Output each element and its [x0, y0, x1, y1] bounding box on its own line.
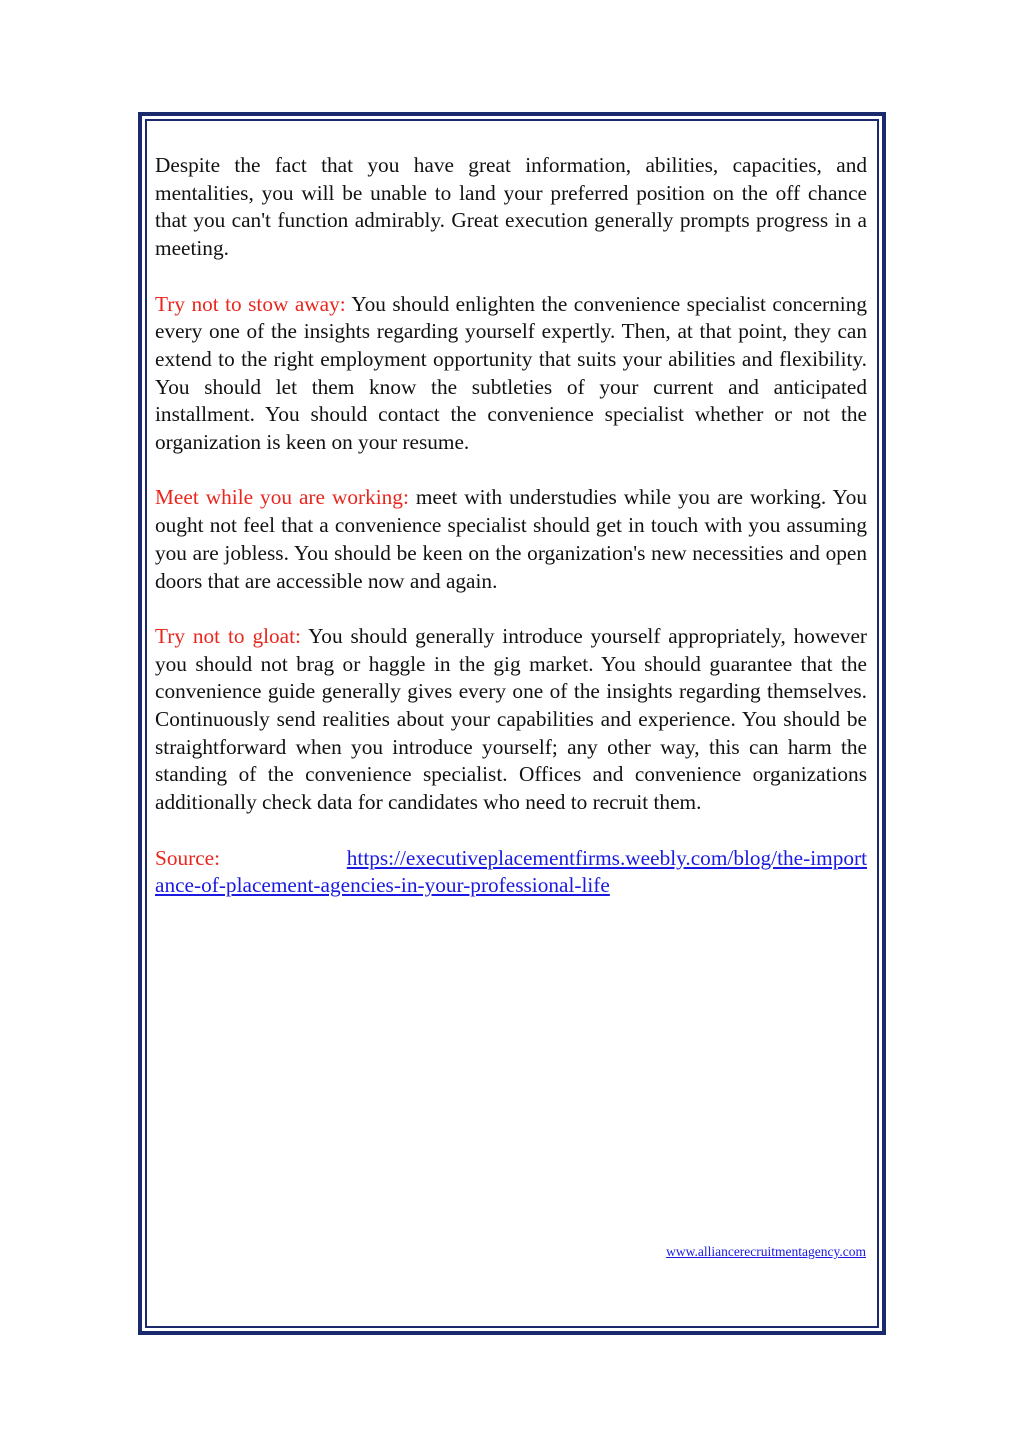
section-heading: Try not to stow away: — [155, 291, 346, 316]
section-meet-while-working — [155, 484, 867, 595]
source-link[interactable]: https://executiveplacementfirms.weebly.com/blog/the-importance-of-placement-agencies-in-your-professional-life — [155, 845, 867, 898]
section-gloat — [155, 623, 867, 817]
paragraph-text: You should generally introduce yourself appropriately, however you should not brag or haggle in the gig market. You should guarantee that the convenience guide generally gives every one of the insights regarding themselves. Continuously send realities about your capabilities and experience. You should be straightforward when you introduce yourself; any other way, this can harm the standing of the convenience specialist. Offices and convenience organizations additionally check data for candidates who need to recruit them. — [155, 623, 867, 815]
paragraph-text: You should enlighten the convenience specialist concerning every one of the insights regarding yourself expertly. Then, at that point, they can extend to the right employment opportunity that suits your abilities and flexibility. You should let them know the subtleties of your current and anticipated installment. You should contact the convenience specialist whether or not the organization is keen on your resume. — [155, 291, 867, 455]
paragraph-text: meet with understudies while you are working. You ought not feel that a convenience specialist should get in touch with you assuming you are jobless. You should be keen on the organization's new necessities and open doors that are accessible now and again. — [155, 485, 868, 593]
section-heading: Try not to gloat: — [155, 623, 301, 648]
section-stow-away — [155, 291, 867, 457]
paragraph-text: Despite the fact that you have great information, abilities, capacities, and mentalities, you will be unable to land your preferred position on the off chance that you can't function admirably. Great execution generally prompts progress in a meeting. — [155, 153, 867, 261]
section-heading: Meet while you are working: — [155, 485, 409, 510]
intro-paragraph — [155, 152, 867, 263]
source-label: Source: — [155, 845, 221, 870]
footer-website-link[interactable]: www.alliancerecruitmentagency.com — [666, 1244, 866, 1259]
document-body — [155, 152, 867, 900]
source-paragraph — [155, 845, 867, 900]
